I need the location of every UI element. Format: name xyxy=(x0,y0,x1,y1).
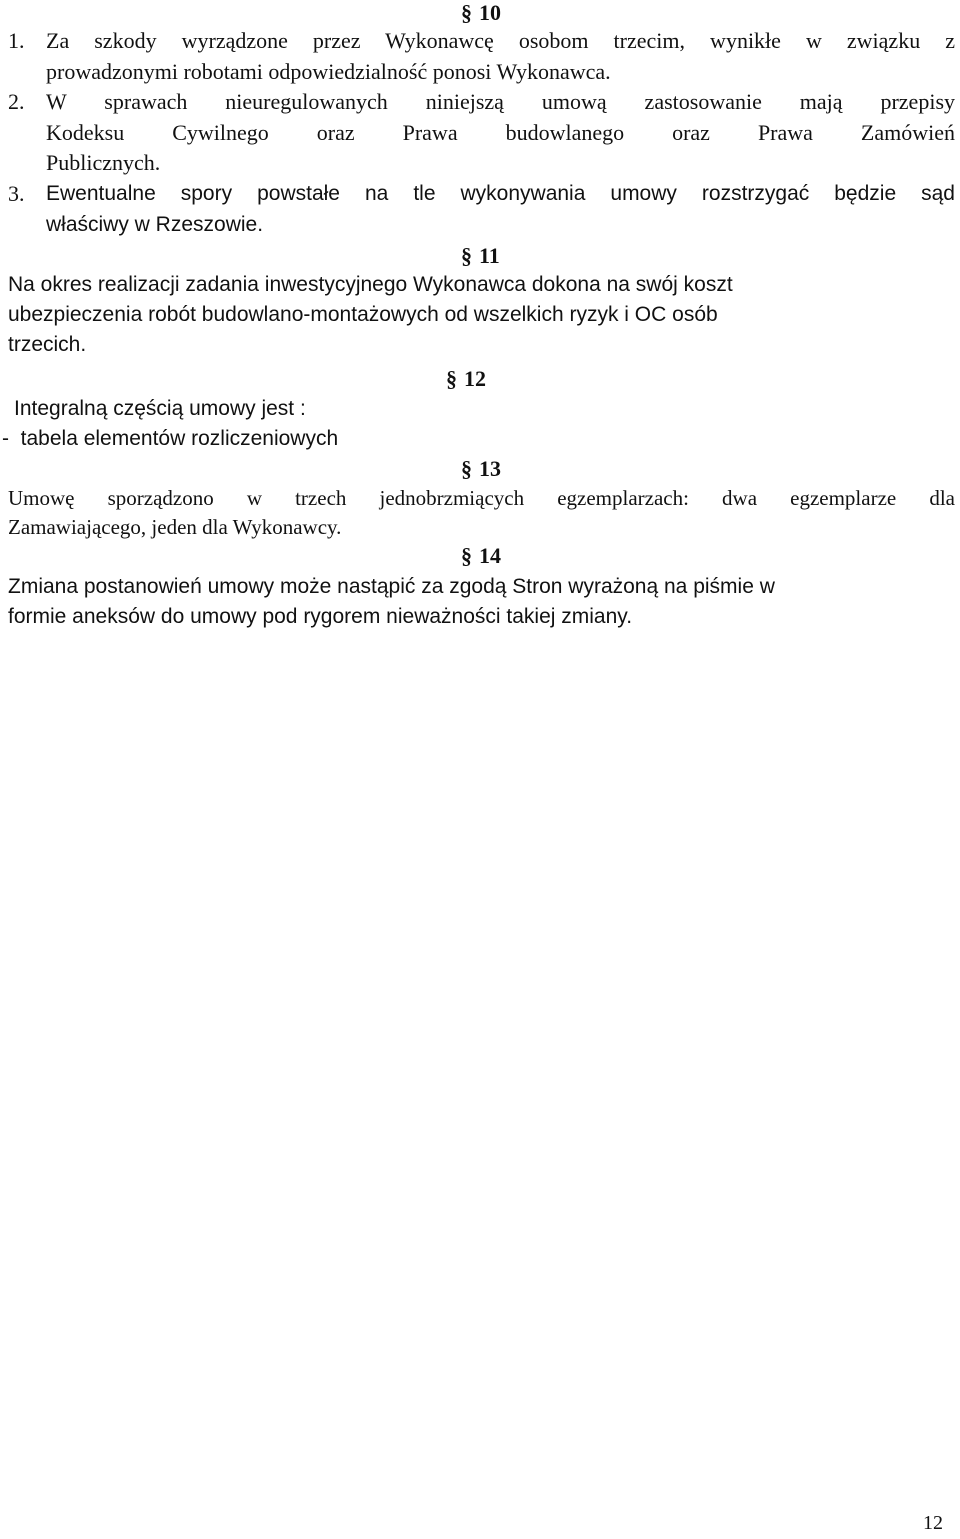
item-text-line: W sprawach nieuregulowanych niniejszą umową zastosowanie mają przepisy xyxy=(46,89,955,114)
section-symbol: § xyxy=(461,456,472,481)
item-text xyxy=(8,26,955,87)
paragraph-line: ubezpieczenia robót budowlano-montażowych od wszelkich ryzyk i OC osób xyxy=(8,303,718,326)
paragraph-line: Zmiana postanowień umowy może nastąpić za zgodą Stron wyrażoną na piśmie w xyxy=(8,575,775,598)
section-number: 10 xyxy=(479,0,501,25)
paragraph-line: formie aneksów do umowy pod rygorem nieważności takiej zmiany. xyxy=(8,605,633,628)
section-10-item-2 xyxy=(8,87,955,179)
section-symbol: § xyxy=(461,0,472,25)
section-number: 11 xyxy=(479,243,500,268)
section-12-intro: Integralną częścią umowy jest : xyxy=(14,397,306,420)
paragraph-line: Na okres realizacji zadania inwestycyjnego Wykonawca dokona na swój koszt xyxy=(8,273,733,296)
item-text-line: Kodeksu Cywilnego oraz Prawa budowlanego oraz Prawa Zamówień xyxy=(46,119,955,145)
section-13-paragraph xyxy=(8,484,955,542)
item-text-line: właściwy w Rzeszowie. xyxy=(46,212,264,236)
section-14-heading xyxy=(461,543,501,569)
section-12-list-item: - tabela elementów rozliczeniowych xyxy=(2,427,339,450)
section-11-heading xyxy=(461,243,500,269)
section-number: 12 xyxy=(464,366,486,391)
section-number: 14 xyxy=(479,543,501,568)
item-text xyxy=(8,179,955,240)
item-text xyxy=(8,87,955,179)
paragraph-line: Zamawiającego, jeden dla Wykonawcy. xyxy=(8,515,342,539)
page-number: 12 xyxy=(923,1512,943,1534)
section-symbol: § xyxy=(446,366,457,391)
paragraph-line: Umowę sporządzono w trzech jednobrzmiących egzemplarzach: dwa egzemplarze dla xyxy=(8,486,955,510)
section-symbol: § xyxy=(461,243,472,268)
section-10-item-3 xyxy=(8,179,955,240)
item-text-line: Za szkody wyrządzone przez Wykonawcę osobom trzecim, wynikłe w związku z xyxy=(46,28,955,53)
section-number: 13 xyxy=(479,456,501,481)
section-14-paragraph xyxy=(8,572,955,632)
item-number: 3. xyxy=(8,181,25,206)
item-text-line: Publicznych. xyxy=(46,150,161,175)
paragraph-line: trzecich. xyxy=(8,333,87,356)
item-text-line: Ewentualne spory powstałe na tle wykonywania umowy rozstrzygać będzie sąd xyxy=(46,182,955,205)
item-number: 1. xyxy=(8,28,25,53)
section-12-heading xyxy=(446,366,486,392)
section-13-heading xyxy=(461,456,501,482)
section-symbol: § xyxy=(461,543,472,568)
item-text-line: prowadzonymi robotami odpowiedzialność ponosi Wykonawca. xyxy=(46,58,611,84)
section-11-paragraph xyxy=(8,270,955,360)
section-10-item-1 xyxy=(8,26,955,87)
section-10-heading xyxy=(461,0,501,26)
item-number: 2. xyxy=(8,89,25,114)
